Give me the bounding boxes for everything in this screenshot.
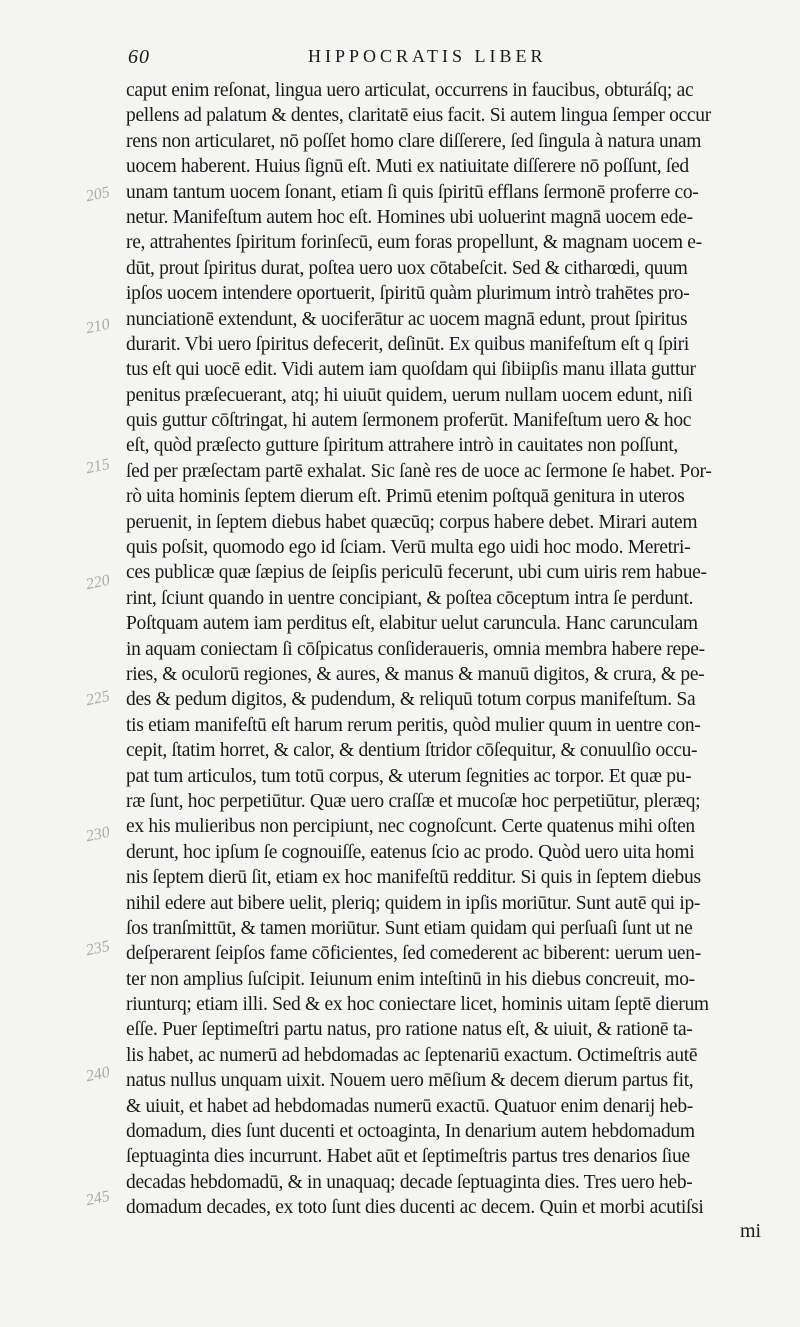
text-line: tus eſt qui uocē edit. Vidi autem iam quoſdam qui ſibiipſis manu illata guttur [126,359,696,381]
text-line: deſperarent ſeipſos fame cōficientes, ſed comederent ac biberent: uerum uen- [126,943,701,965]
text-line: in aquam coniectam ſi cōſpicatus conſideraueris, omnia membra habere repe- [126,638,705,660]
margin-note: 220 [84,571,112,594]
margin-note: 235 [84,937,112,960]
text-line: caput enim reſonat, lingua uero articulat, occurrens in faucibus, obturáſq; ac [126,80,694,101]
margin-note: 205 [84,183,112,206]
catchword: mi [740,1220,762,1242]
text-line: derunt, hoc ipſum ſe cognouiſſe, eatenus ſcio ac prodo. Quòd uero uita homi [126,841,695,863]
text-line: nunciationē extendunt, & uociferātur ac uocem magnā edunt, prout ſpiritus [126,308,688,330]
text-line: ex his mulieribus non percipiunt, nec cognoſcunt. Certe quatenus mihi oſten [126,816,695,838]
text-line: unam tantum uocem ſonant, etiam ſi quis ſpiritū efflans ſermonē proferre co- [126,181,699,203]
text-line: ipſos uocem intendere oportuerit, ſpiritū quàm plurimum intrò trahētes pro- [126,283,690,305]
text-line: eſt, quòd præſecto gutture ſpiritum attrahere intrò in cauitates non poſſunt, [126,435,679,457]
text-line: ces publicæ quæ ſæpius de ſeipſis periculū fecerunt, ubi cum uiris rem habue- [126,562,707,584]
page-number: 60 [128,46,150,68]
text-line: Poſtquam autem iam perditus eſt, elabitur uelut caruncula. Hanc carunculam [126,613,698,635]
text-line: rens non articularet, nō poſſet homo clare diſſerere, ſed ſingula à natura unam [126,130,702,152]
text-line: tis etiam manifeſtū eſt harum rerum peritis, quòd mulier quum in uentre con- [126,714,701,736]
text-line: netur. Manifeſtum autem hoc eſt. Homines ubi uoluerint magnā uocem ede- [126,206,693,228]
text-line: re, attrahentes ſpiritum forinſecū, eum foras propellunt, & magnam uocem e- [126,232,702,254]
margin-note: 245 [84,1187,112,1210]
text-line: eſſe. Puer ſeptimeſtri partu natus, pro ratione natus eſt, & uiuit, & rationē ta- [126,1019,693,1041]
text-line: nihil edere aut bibere uelit, pleriq; quidem in ipſis moriūtur. Sunt autē qui ip- [126,892,701,914]
page-header [128,46,768,74]
text-line: lis habet, ac numerū ad hebdomadas ac ſeptenariū exactum. Octimeſtris autē [126,1044,698,1066]
text-line: ries, & oculorū regiones, & aures, & manus & manuū digitos, & crura, & pe- [126,663,705,685]
text-line: des & pedum digitos, & pudendum, & reliquū totum corpus manifeſtum. Sa [126,689,696,711]
text-line: rò uita hominis ſeptem dierum eſt. Primū etenim poſtquā genitura in uteros [126,486,685,508]
text-line: pellens ad palatum & dentes, claritatē eius facit. Si autem lingua ſemper occur [126,105,711,127]
text-line: peruenit, in ſeptem diebus habet quæcūq; corpus habere debet. Mirari autem [126,511,698,533]
text-line: uocem haberent. Huius ſignū eſt. Muti ex natiuitate diſſerere nō poſſunt, ſed [126,156,689,178]
text-line: decadas hebdomadū, & in unaquaq; decade ſeptuaginta dies. Tres uero heb- [126,1171,693,1193]
text-line: dūt, prout ſpiritus durat, poſtea uero uox cōtabeſcit. Sed & citharœdi, quum [126,257,688,279]
margin-note: 230 [84,823,112,846]
text-line: ſed per præſectam partē exhalat. Sic ſanè res de uoce ac ſermone ſe habet. Por- [126,460,712,482]
body-text [126,78,786,1221]
text-line: penitus præſecuerant, atq; hi uiuūt quidem, uerum nullam uocem edunt, niſi [126,384,693,406]
text-line: nis ſeptem dierū ſit, etiam ex hoc manifeſtū redditur. Si quis in ſeptem diebus [126,867,701,889]
text-line: natus nullus unquam uixit. Nouem uero mēſium & decem dierum partus fit, [126,1070,694,1092]
text-line: cepit, ſtatim horret, & calor, & dentium ſtridor cōſequitur, & conuulſio occu- [126,740,698,762]
text-line: riunturq; etiam illi. Sed & ex hoc coniectare licet, hominis uitam ſeptē dierum [126,994,709,1016]
text-line: & uiuit, et habet ad hebdomadas numerū exactū. Quatuor enim denarij heb- [126,1095,693,1117]
text-line: ter non amplius ſuſcipit. Ieiunum enim inteſtinū in his diebus concreuit, mo- [126,968,695,990]
text-line: rint, ſciunt quando in uentre concipiant, & poſtea cōceptum intra ſe perdunt. [126,587,694,609]
margin-note: 240 [84,1063,112,1086]
margin-note: 225 [84,687,112,710]
margin-note: 215 [84,455,112,478]
text-line: quis guttur cōſtringat, hi autem ſermonem proferūt. Manifeſtum uero & hoc [126,410,692,432]
text-line: domadum decades, ex toto ſunt dies ducenti ac decem. Quin et morbi acutiſsi [126,1197,704,1219]
text-line: quis poſsit, quomodo ego id ſciam. Verū multa ego uidi hoc modo. Meretri- [126,537,691,559]
text-line: pat tum articulos, tum totū corpus, & uterum ſegnities ac torpor. Et quæ pu- [126,765,692,787]
text-line: ſos tranſmittūt, & tamen moriūtur. Sunt etiam quidam qui perſuaſi ſunt ut ne [126,917,693,939]
margin-note: 210 [84,315,112,338]
running-title: HIPPOCRATIS LIBER [308,46,547,66]
text-line: ſeptuaginta dies incurrunt. Habet aūt et ſeptimeſtris partus tres denarios ſiue [126,1146,690,1168]
text-line: ræ ſunt, hoc perpetiūtur. Quæ uero craſſæ et mucoſæ hoc perpetiūtur, pleræq; [126,790,701,812]
text-line: domadum, dies ſunt ducenti et octoaginta, In denarium autem hebdomadum [126,1121,695,1143]
text-line: durarit. Vbi uero ſpiritus defecerit, deſinūt. Ex quibus manifeſtum eſt q ſpiri [126,333,689,355]
